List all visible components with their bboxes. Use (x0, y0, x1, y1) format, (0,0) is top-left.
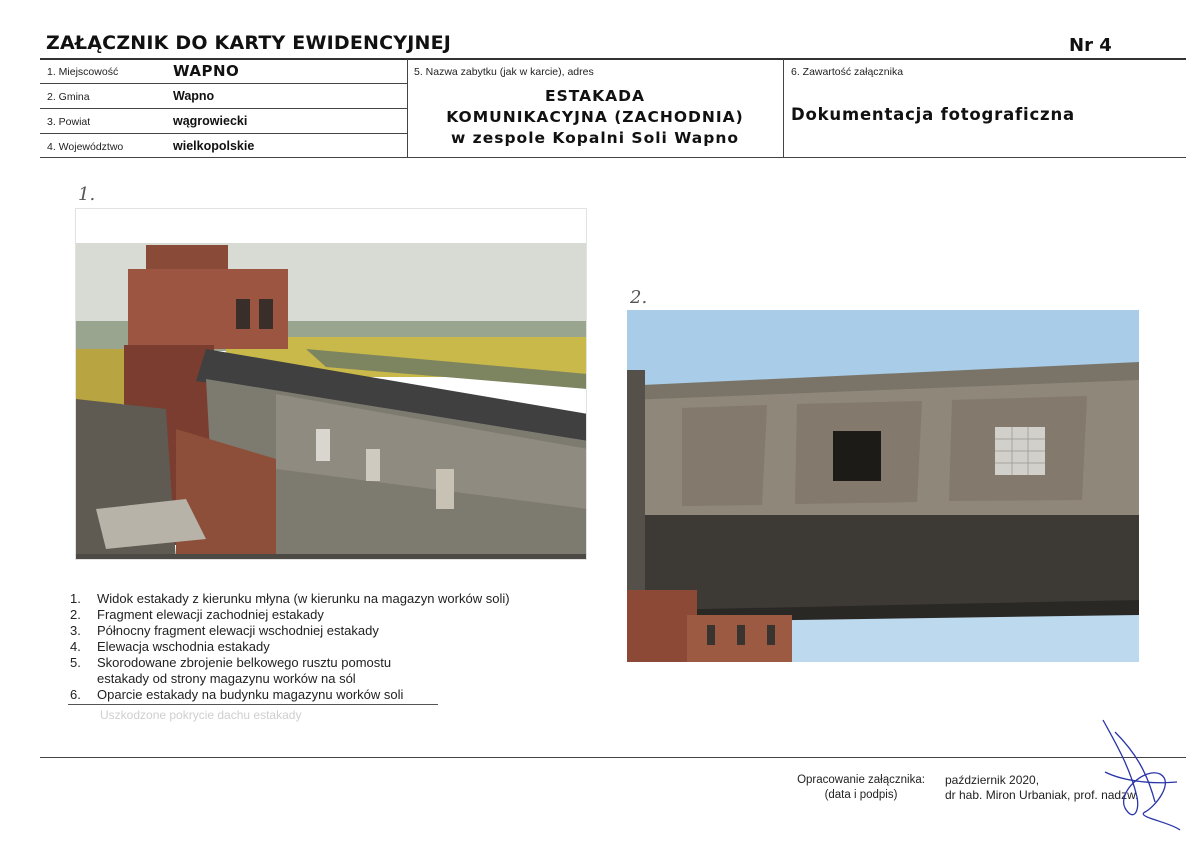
row-divider (40, 133, 407, 134)
photo-2-image (627, 310, 1139, 662)
monument-name-line: ESTAKADA (545, 87, 645, 105)
legend-item-text: Fragment elewacji zachodniej estakady (97, 607, 324, 622)
legend-item (70, 623, 510, 639)
prepared-author: dr hab. Miron Urbaniak, prof. nadzw. (945, 788, 1139, 802)
footer-rule (40, 757, 1186, 758)
legend-item-continuation (70, 671, 510, 687)
document-title: ZAŁĄCZNIK DO KARTY EWIDENCYJNEJ (46, 32, 452, 54)
wojewodztwo-label: 4. Województwo (47, 141, 124, 153)
legend-item (70, 655, 510, 671)
table-top-rule (40, 58, 1186, 60)
row-divider (40, 83, 407, 84)
photo-1-image (76, 209, 587, 560)
photo-1 (75, 208, 587, 560)
prepared-label (796, 773, 926, 803)
signature-icon (1085, 712, 1185, 842)
legend-underline (68, 704, 438, 705)
gmina-value: Wapno (173, 89, 215, 103)
monument-name (408, 86, 782, 149)
photo-2 (627, 310, 1139, 662)
zawartosc-label: 6. Zawartość załącznika (791, 66, 904, 78)
miejscowosc-value: WAPNO (173, 62, 240, 80)
legend-item-text: Oparcie estakady na budynku magazynu worków soli (97, 687, 404, 702)
legend-item-text: estakady od strony magazynu worków na sól (97, 671, 356, 686)
legend-item (70, 687, 510, 703)
legend-item-number: 5. (70, 655, 81, 670)
legend-item (70, 607, 510, 623)
prepared-label-line: Opracowanie załącznika: (797, 774, 925, 786)
column-divider (783, 59, 784, 157)
legend-item-number: 2. (70, 607, 81, 622)
legend-item-number: 3. (70, 623, 81, 638)
nazwa-label: 5. Nazwa zabytku (jak w karcie), adres (414, 66, 594, 78)
legend-faded-item: Uszkodzone pokrycie dachu estakady (100, 708, 302, 722)
legend-item-number: 6. (70, 687, 81, 702)
legend-item (70, 591, 510, 607)
gmina-label: 2. Gmina (47, 91, 90, 103)
photo-legend (70, 591, 510, 703)
powiat-value: wągrowiecki (173, 114, 248, 128)
legend-item-text: Północny fragment elewacji wschodniej estakady (97, 623, 379, 638)
legend-item (70, 639, 510, 655)
powiat-label: 3. Powiat (47, 116, 91, 128)
row-divider (40, 108, 407, 109)
legend-item-number: 1. (70, 591, 81, 606)
legend-item-text: Elewacja wschodnia estakady (97, 639, 270, 654)
legend-item-number (70, 671, 97, 687)
monument-name-line: w zespole Kopalni Soli Wapno (450, 129, 740, 147)
prepared-date: październik 2020, (945, 773, 1040, 787)
miejscowosc-label: 1. Miejscowość (47, 66, 119, 78)
legend-item-number: 4. (70, 639, 81, 654)
table-bottom-rule (40, 157, 1186, 158)
photo2-number: 2. (630, 287, 648, 308)
wojewodztwo-value: wielkopolskie (173, 139, 255, 153)
prepared-label-line: (data i podpis) (824, 789, 898, 801)
attachment-number: Nr 4 (1069, 35, 1112, 56)
legend-item-text: Widok estakady z kierunku młyna (w kierunku na magazyn worków soli) (97, 591, 510, 606)
monument-name-line: KOMUNIKACYJNA (ZACHODNIA) (446, 108, 744, 126)
photo1-number: 1. (78, 184, 96, 205)
legend-item-text: Skorodowane zbrojenie belkowego rusztu pomostu (97, 655, 392, 670)
zawartosc-value: Dokumentacja fotograficzna (791, 105, 1075, 124)
